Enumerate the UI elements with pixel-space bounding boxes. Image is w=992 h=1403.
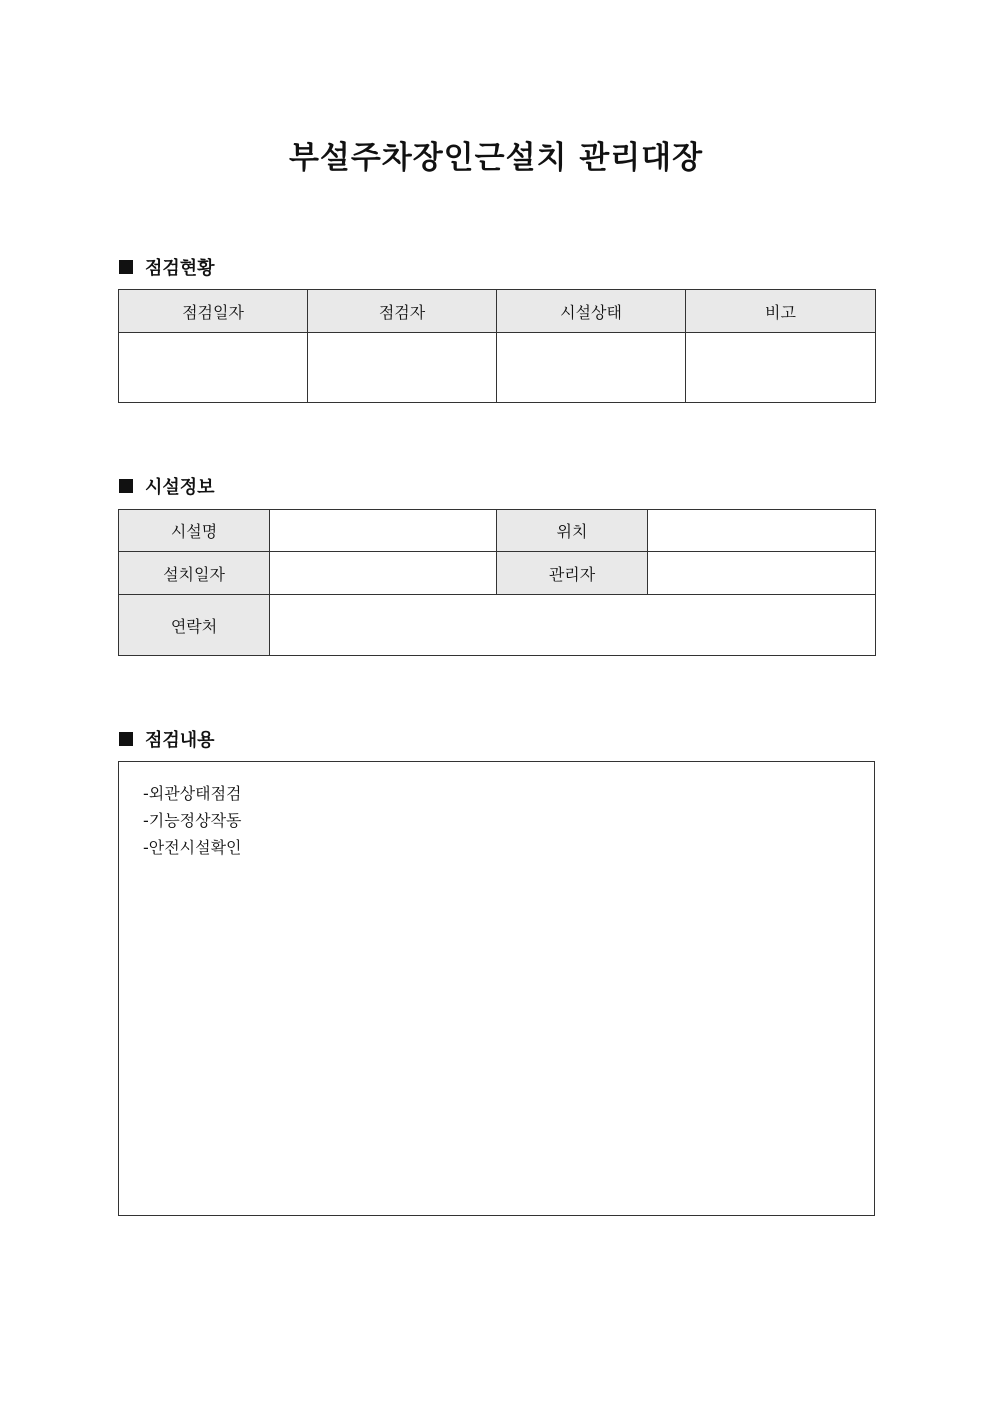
table-row (119, 510, 876, 552)
document-title: 부설주차장인근설치 관리대장 (288, 140, 704, 176)
list-item: -기능정상작동 (143, 811, 242, 830)
facility-info-table (118, 509, 876, 656)
square-bullet-icon (119, 732, 133, 746)
square-bullet-icon (119, 260, 133, 274)
inspector-cell[interactable] (308, 333, 497, 403)
section-heading-label: 시설정보 (145, 477, 215, 498)
contact-label: 연락처 (119, 595, 270, 656)
section-heading-label: 점검내용 (145, 730, 215, 751)
manager-label: 관리자 (497, 552, 648, 595)
facility-name-label: 시설명 (119, 510, 270, 552)
section-heading-label: 점검현황 (145, 258, 215, 279)
table-row (119, 595, 876, 656)
inspection-status-table (118, 289, 876, 403)
list-item: -안전시설확인 (143, 838, 242, 857)
install-date-label: 설치일자 (119, 552, 270, 595)
square-bullet-icon (119, 479, 133, 493)
table-row (119, 333, 876, 403)
inspection-date-cell[interactable] (119, 333, 308, 403)
manager-value[interactable] (648, 552, 876, 595)
location-value[interactable] (648, 510, 876, 552)
section-heading-facility-info (119, 473, 215, 499)
table-header-row (119, 290, 876, 333)
facility-condition-cell[interactable] (497, 333, 686, 403)
facility-name-value[interactable] (270, 510, 497, 552)
column-header-remarks: 비고 (686, 290, 876, 333)
column-header-facility-condition: 시설상태 (497, 290, 686, 333)
remarks-cell[interactable] (686, 333, 876, 403)
inspection-content-list (119, 762, 874, 861)
install-date-value[interactable] (270, 552, 497, 595)
table-row (119, 552, 876, 595)
column-header-inspection-date: 점검일자 (119, 290, 308, 333)
section-heading-inspection-status (119, 254, 215, 280)
contact-value[interactable] (270, 595, 876, 656)
location-label: 위치 (497, 510, 648, 552)
column-header-inspector: 점검자 (308, 290, 497, 333)
inspection-content-box[interactable] (118, 761, 875, 1216)
section-heading-inspection-content (119, 726, 215, 752)
list-item: -외관상태점검 (143, 784, 242, 803)
